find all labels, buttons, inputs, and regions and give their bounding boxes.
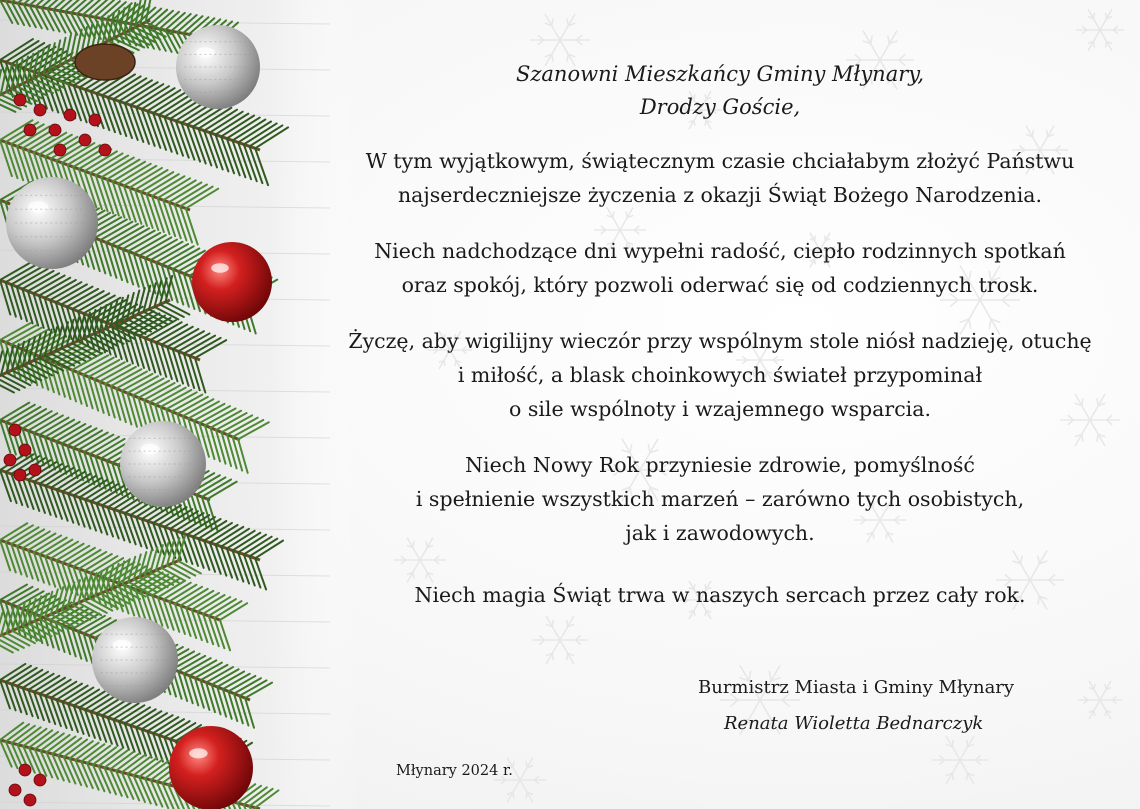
- paragraph-line: o sile wspólnoty i wzajemnego wsparcia.: [509, 397, 931, 421]
- berry-icon: [99, 144, 111, 156]
- paragraph-2: [300, 234, 1140, 302]
- berry-icon: [9, 784, 21, 796]
- paragraph-4: [300, 448, 1140, 550]
- paragraph-5: [300, 578, 1140, 612]
- paragraph-line: i miłość, a blask choinkowych świateł przypominał: [457, 363, 983, 387]
- berry-icon: [54, 144, 66, 156]
- wishes-text: [300, 58, 1140, 612]
- berry-icon: [19, 444, 31, 456]
- silver-ornament-icon: [92, 617, 178, 703]
- snowflake-icon: [532, 616, 588, 664]
- paragraph-line: Niech nadchodzące dni wypełni radość, ciepło rodzinnych spotkań: [374, 239, 1066, 263]
- berry-icon: [4, 454, 16, 466]
- greeting-line-2: Drodzy Goście,: [639, 95, 801, 119]
- paragraph-line: najserdeczniejsze życzenia z okazji Świąt Bożego Narodzenia.: [397, 183, 1043, 207]
- paragraph-1: [300, 144, 1140, 212]
- silver-ornament-icon: [120, 421, 206, 507]
- pine-cone-icon: [75, 44, 135, 80]
- silver-ornament-icon: [6, 177, 98, 269]
- red-ornament-icon: [192, 242, 272, 322]
- paragraph-line: jak i zawodowych.: [625, 521, 815, 545]
- berry-icon: [24, 124, 36, 136]
- berry-icon: [34, 774, 46, 786]
- silver-ornament-icon: [176, 25, 260, 109]
- berry-icon: [64, 109, 76, 121]
- berry-icon: [9, 424, 21, 436]
- snowflake-icon: [932, 736, 988, 784]
- snowflake-icon: [1076, 9, 1124, 51]
- berry-icon: [49, 124, 61, 136]
- place-date: Młynary 2024 r.: [396, 763, 513, 779]
- red-ornament-icon: [169, 726, 253, 809]
- paragraph-line: oraz spokój, który pozwoli oderwać się od codziennych trosk.: [401, 273, 1039, 297]
- berry-icon: [14, 469, 26, 481]
- greeting-line-1: Szanowni Mieszkańcy Gminy Młynary,: [515, 62, 925, 86]
- berry-icon: [79, 134, 91, 146]
- berry-icon: [24, 794, 36, 806]
- paragraph-line: i spełnienie wszystkich marzeń – zarówno tych osobistych,: [415, 487, 1025, 511]
- berry-icon: [34, 104, 46, 116]
- signature-title: Burmistrz Miasta i Gminy Młynary: [698, 677, 1015, 698]
- greeting: [300, 58, 1140, 124]
- paragraph-line: W tym wyjątkowym, świątecznym czasie chciałabym złożyć Państwu: [365, 149, 1075, 173]
- berry-icon: [14, 94, 26, 106]
- paragraph-3: [300, 324, 1140, 426]
- snowflake-icon: [1078, 681, 1122, 719]
- signature-name: Renata Wioletta Bednarczyk: [724, 713, 984, 734]
- berry-icon: [89, 114, 101, 126]
- paragraph-line: Życzę, aby wigilijny wieczór przy wspólnym stole niósł nadzieję, otuchę: [348, 329, 1092, 353]
- paragraph-line: Niech Nowy Rok przyniesie zdrowie, pomyślność: [465, 453, 975, 477]
- paragraph-line: Niech magia Świąt trwa w naszych sercach przez cały rok.: [414, 583, 1026, 607]
- berry-icon: [19, 764, 31, 776]
- berry-icon: [29, 464, 41, 476]
